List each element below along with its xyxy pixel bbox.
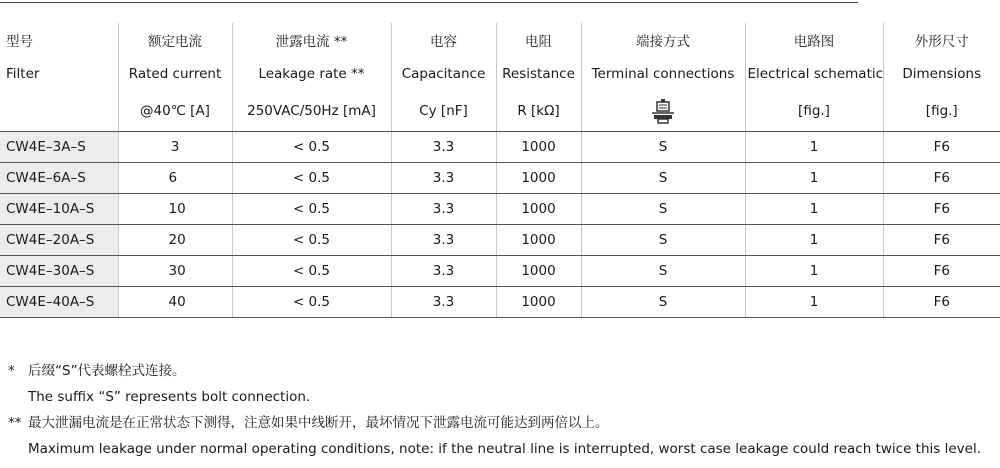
cell-leakage: < 0.5 bbox=[232, 256, 391, 287]
cell-model: CW4E–30A–S bbox=[0, 256, 118, 287]
header-capacitance-unit: Cy [nF] bbox=[391, 91, 496, 132]
cell-terminal: S bbox=[581, 256, 745, 287]
cell-capacitance: 3.3 bbox=[391, 287, 496, 318]
cell-model: CW4E–20A–S bbox=[0, 225, 118, 256]
spec-table bbox=[0, 23, 1000, 318]
footnote-2-english: Maximum leakage under normal operating conditions, note: if the neutral line is interrupted, worst case leakage could reach twice this level. bbox=[28, 441, 981, 457]
cell-leakage: < 0.5 bbox=[232, 225, 391, 256]
footnote-1-english: The suffix “S” represents bolt connection. bbox=[28, 389, 311, 405]
cell-dimensions: F6 bbox=[883, 194, 1000, 225]
table-row bbox=[0, 225, 1000, 256]
header-schematic-cn: 电路图 bbox=[745, 23, 883, 57]
cell-terminal: S bbox=[581, 225, 745, 256]
cell-leakage: < 0.5 bbox=[232, 163, 391, 194]
footnote-1-chinese bbox=[8, 358, 981, 384]
cell-resistance: 1000 bbox=[496, 132, 581, 163]
header-row-english bbox=[0, 57, 1000, 91]
header-current-en: Rated current bbox=[118, 57, 232, 91]
cell-schematic: 1 bbox=[745, 287, 883, 318]
cell-resistance: 1000 bbox=[496, 256, 581, 287]
cell-leakage: < 0.5 bbox=[232, 132, 391, 163]
cell-resistance: 1000 bbox=[496, 194, 581, 225]
cell-resistance: 1000 bbox=[496, 163, 581, 194]
cell-dimensions: F6 bbox=[883, 163, 1000, 194]
cell-leakage: < 0.5 bbox=[232, 194, 391, 225]
cell-schematic: 1 bbox=[745, 163, 883, 194]
header-resistance-en: Resistance bbox=[496, 57, 581, 91]
header-current-unit: @40℃ [A] bbox=[118, 91, 232, 132]
footnote-1-cn-text: 后缀“S”代表螺栓式连接。 bbox=[28, 363, 186, 379]
header-dimensions-unit: [fig.] bbox=[883, 91, 1000, 132]
header-row-chinese bbox=[0, 23, 1000, 57]
cell-resistance: 1000 bbox=[496, 225, 581, 256]
cell-schematic: 1 bbox=[745, 194, 883, 225]
header-model-unit bbox=[0, 91, 118, 132]
cell-resistance: 1000 bbox=[496, 287, 581, 318]
cell-model: CW4E–3A–S bbox=[0, 132, 118, 163]
cell-dimensions: F6 bbox=[883, 132, 1000, 163]
cell-schematic: 1 bbox=[745, 225, 883, 256]
cell-capacitance: 3.3 bbox=[391, 163, 496, 194]
header-leakage-en: Leakage rate ** bbox=[232, 57, 391, 91]
table-row bbox=[0, 256, 1000, 287]
cell-current: 10 bbox=[118, 194, 232, 225]
header-capacitance-cn: 电容 bbox=[391, 23, 496, 57]
cell-model: CW4E–6A–S bbox=[0, 163, 118, 194]
table-row bbox=[0, 163, 1000, 194]
header-row-units bbox=[0, 91, 1000, 132]
header-dimensions-en: Dimensions bbox=[883, 57, 1000, 91]
cell-schematic: 1 bbox=[745, 132, 883, 163]
header-leakage-unit: 250VAC/50Hz [mA] bbox=[232, 91, 391, 132]
cell-dimensions: F6 bbox=[883, 225, 1000, 256]
top-rule bbox=[0, 2, 858, 3]
cell-capacitance: 3.3 bbox=[391, 132, 496, 163]
footnote-2-mark: ** bbox=[8, 415, 22, 431]
header-dimensions-cn: 外形尺寸 bbox=[883, 23, 1000, 57]
footnote-1-mark: * bbox=[8, 363, 15, 379]
cell-model: CW4E–40A–S bbox=[0, 287, 118, 318]
footnote-2-cn-text: 最大泄漏电流是在正常状态下测得，注意如果中线断开，最坏情况下泄露电流可能达到两倍以上。 bbox=[28, 415, 609, 431]
cell-capacitance: 3.3 bbox=[391, 194, 496, 225]
cell-capacitance: 3.3 bbox=[391, 225, 496, 256]
header-terminal-cn: 端接方式 bbox=[581, 23, 745, 57]
cell-capacitance: 3.3 bbox=[391, 256, 496, 287]
cell-leakage: < 0.5 bbox=[232, 287, 391, 318]
header-resistance-unit: R [kΩ] bbox=[496, 91, 581, 132]
cell-dimensions: F6 bbox=[883, 287, 1000, 318]
header-terminal-en: Terminal connections bbox=[581, 57, 745, 91]
header-terminal-unit bbox=[581, 91, 745, 132]
bolt-terminal-icon bbox=[651, 98, 675, 124]
header-leakage-cn: 泄露电流 ** bbox=[232, 23, 391, 57]
cell-schematic: 1 bbox=[745, 256, 883, 287]
cell-terminal: S bbox=[581, 132, 745, 163]
header-model-en: Filter bbox=[6, 66, 40, 82]
cell-current: 6 bbox=[118, 163, 232, 194]
cell-current: 20 bbox=[118, 225, 232, 256]
table-row bbox=[0, 194, 1000, 225]
header-schematic-unit: [fig.] bbox=[745, 91, 883, 132]
header-current-cn: 额定电流 bbox=[118, 23, 232, 57]
cell-terminal: S bbox=[581, 287, 745, 318]
cell-current: 30 bbox=[118, 256, 232, 287]
cell-current: 40 bbox=[118, 287, 232, 318]
cell-dimensions: F6 bbox=[883, 256, 1000, 287]
footnote-2-chinese bbox=[8, 410, 981, 436]
cell-current: 3 bbox=[118, 132, 232, 163]
header-resistance-cn: 电阻 bbox=[496, 23, 581, 57]
table-row bbox=[0, 132, 1000, 163]
header-capacitance-en: Capacitance bbox=[391, 57, 496, 91]
footnotes bbox=[8, 358, 981, 462]
header-schematic-en: Electrical schematic bbox=[745, 57, 883, 91]
cell-terminal: S bbox=[581, 163, 745, 194]
cell-model: CW4E–10A–S bbox=[0, 194, 118, 225]
cell-terminal: S bbox=[581, 194, 745, 225]
table-row bbox=[0, 287, 1000, 318]
header-model-cn: 型号 bbox=[6, 34, 33, 50]
